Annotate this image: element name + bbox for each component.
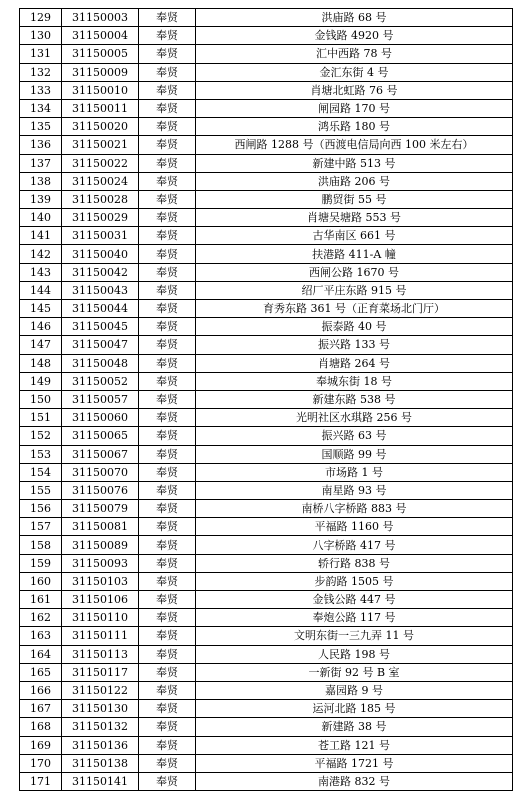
station-code-cell: 31150045 [62,318,139,336]
address-cell: 人民路 198 号 [196,645,513,663]
address-cell: 苍工路 121 号 [196,736,513,754]
station-code-cell: 31150110 [62,609,139,627]
station-code-cell: 31150141 [62,772,139,790]
address-cell: 振兴路 63 号 [196,427,513,445]
row-number-cell: 136 [20,136,62,154]
district-cell: 奉贤 [139,572,196,590]
address-cell: 新建路 38 号 [196,718,513,736]
district-cell: 奉贤 [139,609,196,627]
address-cell: 新建中路 513 号 [196,154,513,172]
district-cell: 奉贤 [139,372,196,390]
district-cell: 奉贤 [139,772,196,790]
row-number-cell: 133 [20,81,62,99]
address-cell: 金钱公路 447 号 [196,591,513,609]
row-number-cell: 146 [20,318,62,336]
address-cell: 肖塘路 264 号 [196,354,513,372]
row-number-cell: 135 [20,118,62,136]
district-cell: 奉贤 [139,245,196,263]
district-cell: 奉贤 [139,172,196,190]
district-cell: 奉贤 [139,627,196,645]
address-cell: 一新街 92 号 B 室 [196,663,513,681]
district-cell: 奉贤 [139,209,196,227]
table-row [20,554,513,572]
district-cell: 奉贤 [139,45,196,63]
district-cell: 奉贤 [139,718,196,736]
row-number-cell: 139 [20,190,62,208]
row-number-cell: 164 [20,645,62,663]
row-number-cell: 145 [20,300,62,318]
row-number-cell: 166 [20,681,62,699]
district-cell: 奉贤 [139,645,196,663]
district-cell: 奉贤 [139,754,196,772]
row-number-cell: 159 [20,554,62,572]
row-number-cell: 149 [20,372,62,390]
station-code-cell: 31150081 [62,518,139,536]
table-row [20,190,513,208]
district-cell: 奉贤 [139,700,196,718]
district-cell: 奉贤 [139,300,196,318]
row-number-cell: 170 [20,754,62,772]
row-number-cell: 169 [20,736,62,754]
station-code-cell: 31150043 [62,281,139,299]
table-row [20,518,513,536]
station-code-cell: 31150024 [62,172,139,190]
row-number-cell: 142 [20,245,62,263]
address-cell: 金汇东街 4 号 [196,63,513,81]
station-code-cell: 31150089 [62,536,139,554]
station-code-cell: 31150113 [62,645,139,663]
table-row [20,63,513,81]
district-cell: 奉贤 [139,154,196,172]
district-cell: 奉贤 [139,9,196,27]
table-row [20,245,513,263]
row-number-cell: 161 [20,591,62,609]
row-number-cell: 134 [20,99,62,117]
district-cell: 奉贤 [139,118,196,136]
station-code-cell: 31150065 [62,427,139,445]
table-row [20,27,513,45]
station-code-cell: 31150042 [62,263,139,281]
station-code-cell: 31150009 [62,63,139,81]
district-cell: 奉贤 [139,99,196,117]
row-number-cell: 137 [20,154,62,172]
address-cell: 洪庙路 68 号 [196,9,513,27]
district-cell: 奉贤 [139,663,196,681]
district-cell: 奉贤 [139,427,196,445]
table-row [20,681,513,699]
row-number-cell: 150 [20,390,62,408]
address-cell: 南港路 832 号 [196,772,513,790]
district-cell: 奉贤 [139,554,196,572]
table-row [20,172,513,190]
table-row [20,409,513,427]
station-code-cell: 31150029 [62,209,139,227]
table-row [20,536,513,554]
row-number-cell: 131 [20,45,62,63]
row-number-cell: 155 [20,481,62,499]
row-number-cell: 147 [20,336,62,354]
address-cell: 文明东街一三九弄 11 号 [196,627,513,645]
row-number-cell: 154 [20,463,62,481]
district-cell: 奉贤 [139,463,196,481]
station-code-cell: 31150052 [62,372,139,390]
table-row [20,136,513,154]
address-table [19,8,513,791]
address-cell: 古华南区 661 号 [196,227,513,245]
address-cell: 新建东路 538 号 [196,390,513,408]
district-cell: 奉贤 [139,227,196,245]
district-cell: 奉贤 [139,481,196,499]
station-code-cell: 31150070 [62,463,139,481]
row-number-cell: 157 [20,518,62,536]
station-code-cell: 31150132 [62,718,139,736]
table-row [20,591,513,609]
station-code-cell: 31150044 [62,300,139,318]
row-number-cell: 132 [20,63,62,81]
address-cell: 嘉园路 9 号 [196,681,513,699]
address-cell: 奉炮公路 117 号 [196,609,513,627]
row-number-cell: 141 [20,227,62,245]
address-cell: 平福路 1160 号 [196,518,513,536]
station-code-cell: 31150031 [62,227,139,245]
address-cell: 振兴路 133 号 [196,336,513,354]
station-code-cell: 31150022 [62,154,139,172]
table-row [20,263,513,281]
address-cell: 运河北路 185 号 [196,700,513,718]
station-code-cell: 31150010 [62,81,139,99]
station-code-cell: 31150111 [62,627,139,645]
address-cell: 平福路 1721 号 [196,754,513,772]
address-cell: 鹏贸街 55 号 [196,190,513,208]
station-code-cell: 31150079 [62,500,139,518]
address-cell: 扶港路 411-A 幢 [196,245,513,263]
station-code-cell: 31150067 [62,445,139,463]
district-cell: 奉贤 [139,500,196,518]
address-cell: 市场路 1 号 [196,463,513,481]
address-cell: 西闸路 1288 号（西渡电信局向西 100 米左右） [196,136,513,154]
station-code-cell: 31150106 [62,591,139,609]
table-row [20,209,513,227]
table-row [20,427,513,445]
station-code-cell: 31150003 [62,9,139,27]
table-row [20,9,513,27]
table-row [20,227,513,245]
district-cell: 奉贤 [139,354,196,372]
table-row [20,463,513,481]
station-code-cell: 31150028 [62,190,139,208]
address-cell: 国顺路 99 号 [196,445,513,463]
table-row [20,645,513,663]
district-cell: 奉贤 [139,190,196,208]
district-cell: 奉贤 [139,281,196,299]
table-row [20,481,513,499]
district-cell: 奉贤 [139,27,196,45]
station-code-cell: 31150117 [62,663,139,681]
address-cell: 振泰路 40 号 [196,318,513,336]
table-row [20,300,513,318]
district-cell: 奉贤 [139,318,196,336]
station-code-cell: 31150011 [62,99,139,117]
table-row [20,445,513,463]
station-code-cell: 31150057 [62,390,139,408]
address-cell: 南星路 93 号 [196,481,513,499]
table-row [20,736,513,754]
row-number-cell: 156 [20,500,62,518]
table-row [20,754,513,772]
address-cell: 金钱路 4920 号 [196,27,513,45]
district-cell: 奉贤 [139,736,196,754]
table-row [20,500,513,518]
district-cell: 奉贤 [139,536,196,554]
station-code-cell: 31150048 [62,354,139,372]
table-row [20,718,513,736]
row-number-cell: 152 [20,427,62,445]
table-row [20,663,513,681]
address-cell: 汇中西路 78 号 [196,45,513,63]
district-cell: 奉贤 [139,681,196,699]
table-row [20,700,513,718]
district-cell: 奉贤 [139,263,196,281]
table-row [20,99,513,117]
address-cell: 光明社区水琪路 256 号 [196,409,513,427]
station-code-cell: 31150040 [62,245,139,263]
row-number-cell: 158 [20,536,62,554]
station-code-cell: 31150136 [62,736,139,754]
station-code-cell: 31150005 [62,45,139,63]
district-cell: 奉贤 [139,81,196,99]
row-number-cell: 140 [20,209,62,227]
row-number-cell: 130 [20,27,62,45]
table-row [20,81,513,99]
address-cell: 绍厂平庄东路 915 号 [196,281,513,299]
row-number-cell: 138 [20,172,62,190]
row-number-cell: 162 [20,609,62,627]
row-number-cell: 153 [20,445,62,463]
table-body [20,9,513,791]
station-code-cell: 31150004 [62,27,139,45]
row-number-cell: 148 [20,354,62,372]
address-cell: 南桥八字桥路 883 号 [196,500,513,518]
table-row [20,336,513,354]
table-row [20,609,513,627]
district-cell: 奉贤 [139,409,196,427]
station-code-cell: 31150130 [62,700,139,718]
address-cell: 轿行路 838 号 [196,554,513,572]
address-cell: 奉城东街 18 号 [196,372,513,390]
station-code-cell: 31150076 [62,481,139,499]
district-cell: 奉贤 [139,63,196,81]
row-number-cell: 144 [20,281,62,299]
row-number-cell: 160 [20,572,62,590]
station-code-cell: 31150138 [62,754,139,772]
address-cell: 步韵路 1505 号 [196,572,513,590]
station-code-cell: 31150047 [62,336,139,354]
address-cell: 育秀东路 361 号（正育菜场北门厅） [196,300,513,318]
station-code-cell: 31150020 [62,118,139,136]
district-cell: 奉贤 [139,336,196,354]
row-number-cell: 163 [20,627,62,645]
district-cell: 奉贤 [139,136,196,154]
station-code-cell: 31150093 [62,554,139,572]
table-row [20,572,513,590]
station-code-cell: 31150021 [62,136,139,154]
table-row [20,354,513,372]
row-number-cell: 143 [20,263,62,281]
district-cell: 奉贤 [139,518,196,536]
table-row [20,372,513,390]
district-cell: 奉贤 [139,591,196,609]
address-cell: 西闸公路 1670 号 [196,263,513,281]
row-number-cell: 171 [20,772,62,790]
district-cell: 奉贤 [139,390,196,408]
table-row [20,772,513,790]
table-row [20,627,513,645]
table-row [20,390,513,408]
address-cell: 八字桥路 417 号 [196,536,513,554]
row-number-cell: 168 [20,718,62,736]
table-row [20,281,513,299]
address-cell: 洪庙路 206 号 [196,172,513,190]
table-row [20,45,513,63]
row-number-cell: 151 [20,409,62,427]
table-row [20,154,513,172]
table-row [20,118,513,136]
row-number-cell: 129 [20,9,62,27]
row-number-cell: 165 [20,663,62,681]
address-cell: 肖塘北虹路 76 号 [196,81,513,99]
address-cell: 闸园路 170 号 [196,99,513,117]
district-cell: 奉贤 [139,445,196,463]
station-code-cell: 31150122 [62,681,139,699]
station-code-cell: 31150060 [62,409,139,427]
table-row [20,318,513,336]
address-cell: 肖塘吴塘路 553 号 [196,209,513,227]
row-number-cell: 167 [20,700,62,718]
address-cell: 鸿乐路 180 号 [196,118,513,136]
station-code-cell: 31150103 [62,572,139,590]
